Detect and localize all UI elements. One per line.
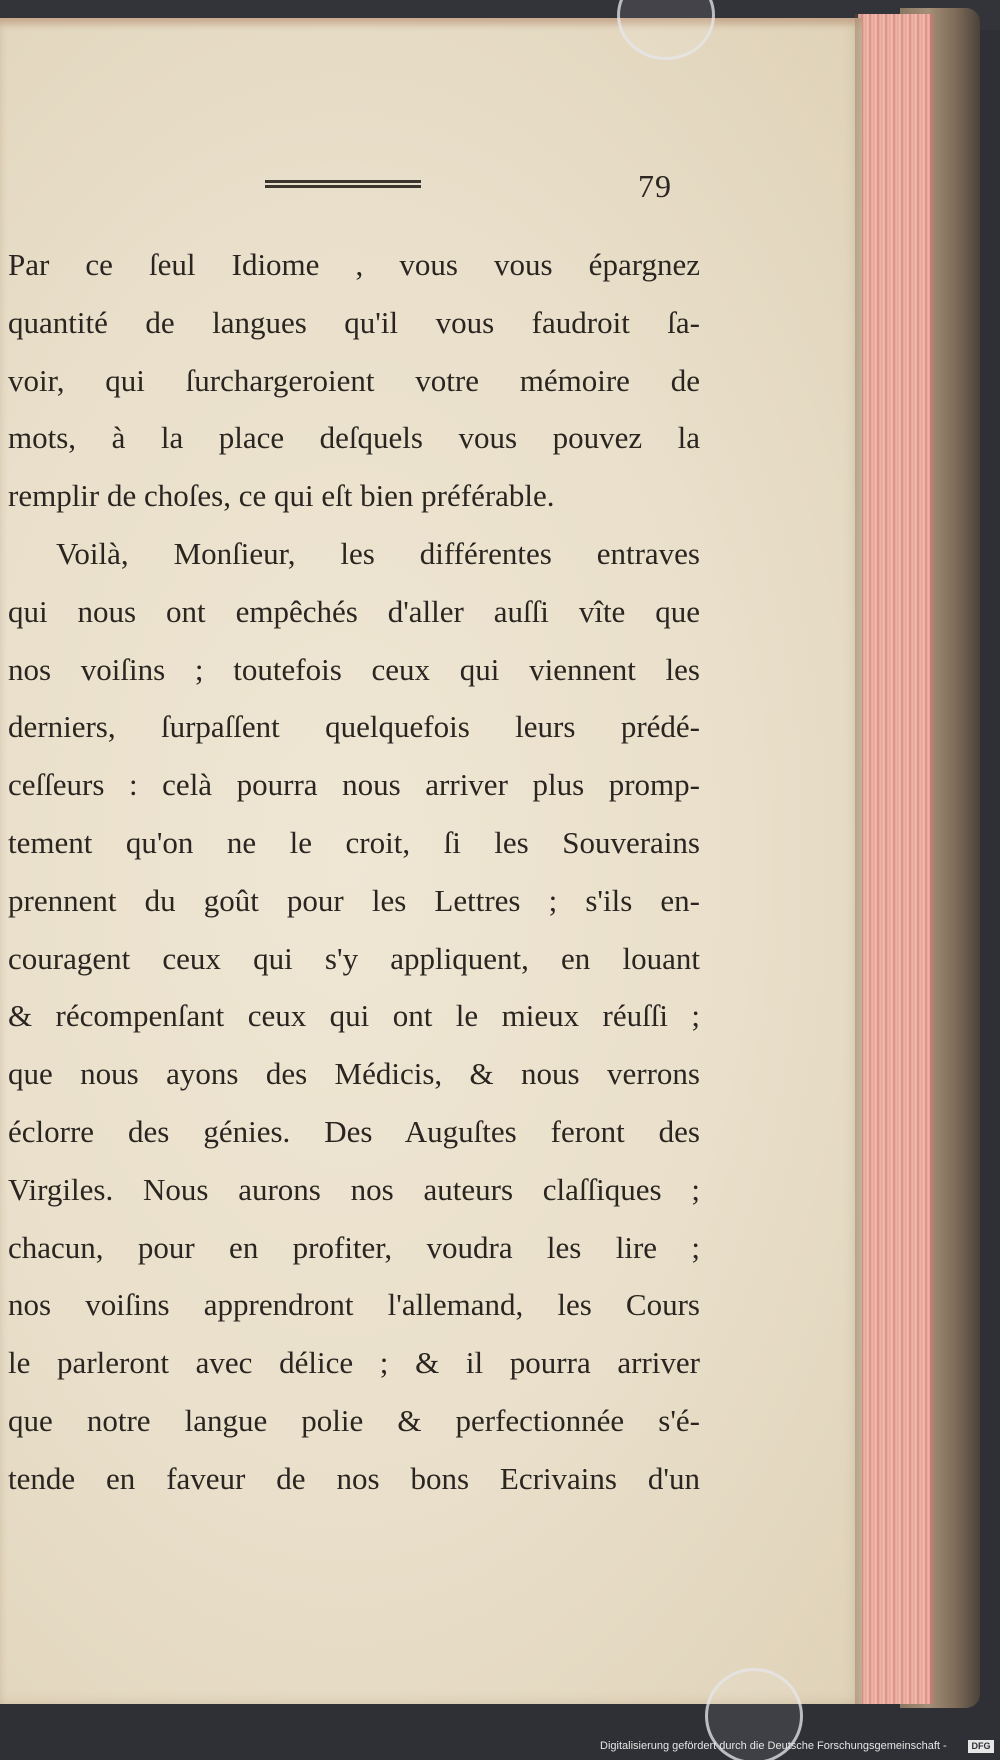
text-line: que notre langue polie & perfectionnée s'é-	[8, 1402, 700, 1438]
text-line: derniers, ſurpaſſent quelquefois leurs prédé-	[8, 709, 700, 745]
text-line: ceſſeurs : celà pourra nous arriver plus promp-	[8, 767, 700, 803]
digitization-credit: Digitalisierung gefördert durch die Deutsche Forschungsgemeinschaft -	[600, 1740, 947, 1752]
text-line: couragent ceux qui s'y appliquent, en louant	[8, 940, 700, 976]
header-rule	[265, 180, 421, 190]
page-top-stain	[0, 18, 862, 28]
text-line: mots, à la place deſquels vous pouvez la	[8, 420, 700, 456]
dfg-logo: DFG	[968, 1740, 994, 1753]
text-line: tement qu'on ne le croit, ſi les Souverains	[8, 824, 700, 860]
text-line: le parleront avec délice ; & il pourra arriver	[8, 1345, 700, 1381]
text-line: que nous ayons des Médicis, & nous verrons	[8, 1056, 700, 1092]
text-line: voir, qui ſurchargeroient votre mémoire de	[8, 362, 700, 398]
text-line: nos voiſins ; toutefois ceux qui viennent les	[8, 651, 700, 687]
page-text	[8, 236, 700, 1508]
text-line: qui nous ont empêchés d'aller auſſi vîte que	[8, 593, 700, 629]
text-line: quantité de langues qu'il vous faudroit ſa-	[8, 304, 700, 340]
text-line: chacun, pour en profiter, voudra les lire ;	[8, 1229, 700, 1265]
text-line: tende en faveur de nos bons Ecrivains d'un	[8, 1460, 700, 1496]
page-edges	[858, 14, 933, 1704]
text-line: & récompenſant ceux qui ont le mieux réuſſi ;	[8, 998, 700, 1034]
text-line: Par ce ſeul Idiome , vous vous épargnez	[8, 247, 700, 282]
text-line: prennent du goût pour les Lettres ; s'ils en-	[8, 882, 700, 918]
page-number: 79	[638, 168, 672, 204]
text-line: éclorre des génies. Des Auguſtes feront des	[8, 1113, 700, 1149]
text-line: remplir de choſes, ce qui eſt bien préférable.	[8, 478, 555, 514]
text-line: Virgiles. Nous aurons nos auteurs claſſiques ;	[8, 1171, 700, 1207]
page-gutter-shadow	[855, 14, 865, 1704]
text-line: nos voiſins apprendront l'allemand, les Cours	[8, 1287, 700, 1323]
text-line: Voilà, Monſieur, les différentes entraves	[56, 535, 700, 571]
